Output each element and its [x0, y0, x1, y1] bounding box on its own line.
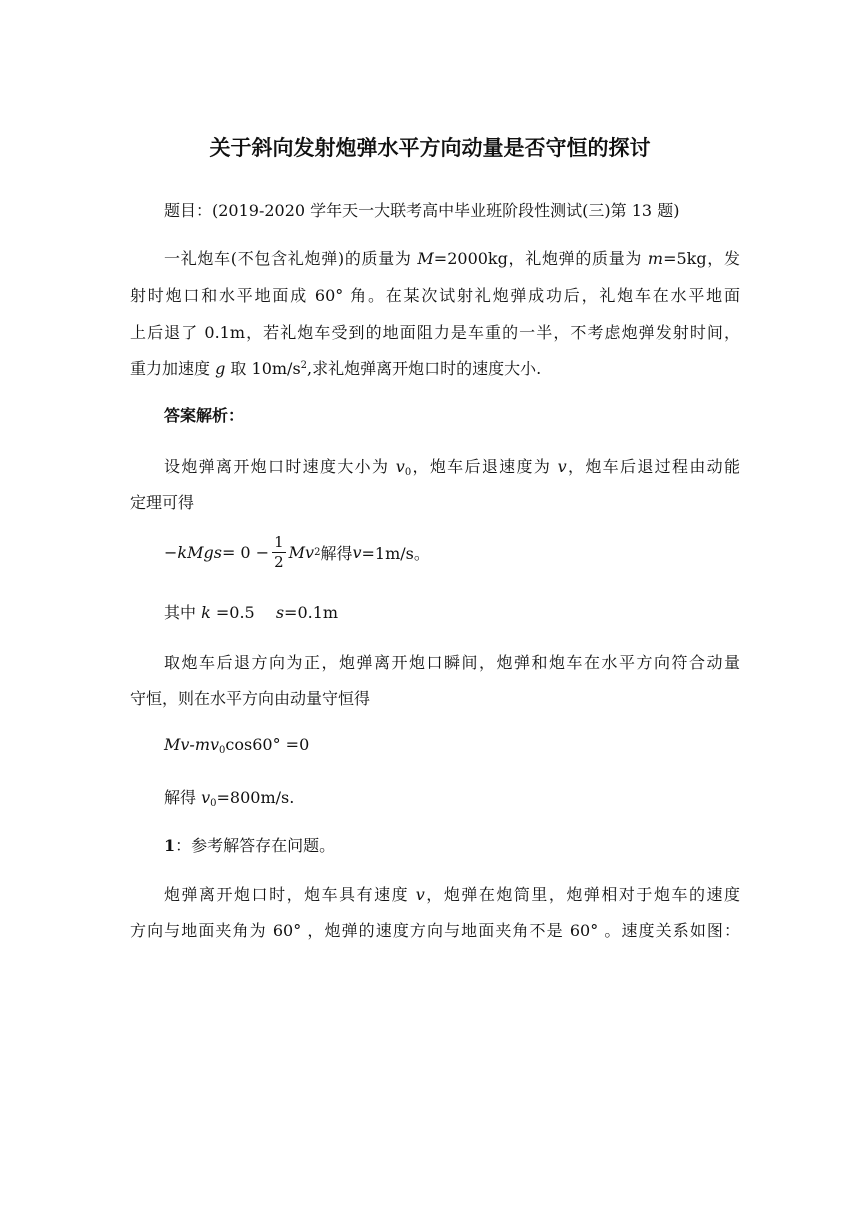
problem-source: 题目：(2019-2020 学年天一大联考高中毕业班阶段性测试(三)第 13 题) [164, 201, 680, 220]
momentum-equation: $Mv-mv_0\cos 60^\circ =0$ [164, 735, 310, 756]
problem-line-4: 重力加速度 g 取 $10m/s^2$,求礼炮弹离开炮口时的速度大小. [130, 359, 542, 378]
problem-line-1: 一礼炮车(不包含礼炮弹)的质量为 M=2000kg，礼炮弹的质量为 m=5kg，发 [164, 249, 740, 268]
analysis-line-2: 定理可得 [130, 493, 195, 512]
parameter-values: 其中 k =0.5 s=0.1m [164, 603, 339, 622]
discussion-line-2: 方向与地面夹角为 60° ，炮弹的速度方向与地面夹角不是 60° 。速度关系如图： [130, 921, 740, 940]
section-1-heading: 1：参考解答存在问题。 [164, 836, 336, 855]
document-title: 关于斜向发射炮弹水平方向动量是否守恒的探讨 [209, 136, 651, 160]
analysis-line-1: 设炮弹离开炮口时速度大小为 $v_0$，炮车后退速度为 v，炮车后退过程由动能 [164, 457, 740, 478]
discussion-line-1: 炮弹离开炮口时，炮车具有速度 v，炮弹在炮筒里，炮弹相对于炮车的速度 [164, 885, 740, 904]
kinetic-energy-formula: −kMgs = 0 − $\frac{1}{2}$ Mv 2 解得 v =1m/s。 [164, 532, 430, 571]
problem-line-3: 上后退了 0.1m，若礼炮车受到的地面阻力是车重的一半，不考虑炮弹发射时间， [130, 323, 740, 342]
answer-heading: 答案解析： [164, 406, 245, 425]
fraction-one-half: $\frac{1}{2}$ [274, 532, 284, 571]
problem-line-2: 射时炮口和水平地面成 60° 角。在某次试射礼炮弹成功后，礼炮车在水平地面 [130, 286, 740, 305]
solution-line: 解得 $v_0=800m/s$. [164, 788, 295, 809]
momentum-line-1: 取炮车后退方向为正，炮弹离开炮口瞬间，炮弹和炮车在水平方向符合动量 [164, 653, 740, 672]
momentum-line-2: 守恒，则在水平方向由动量守恒得 [130, 689, 371, 708]
